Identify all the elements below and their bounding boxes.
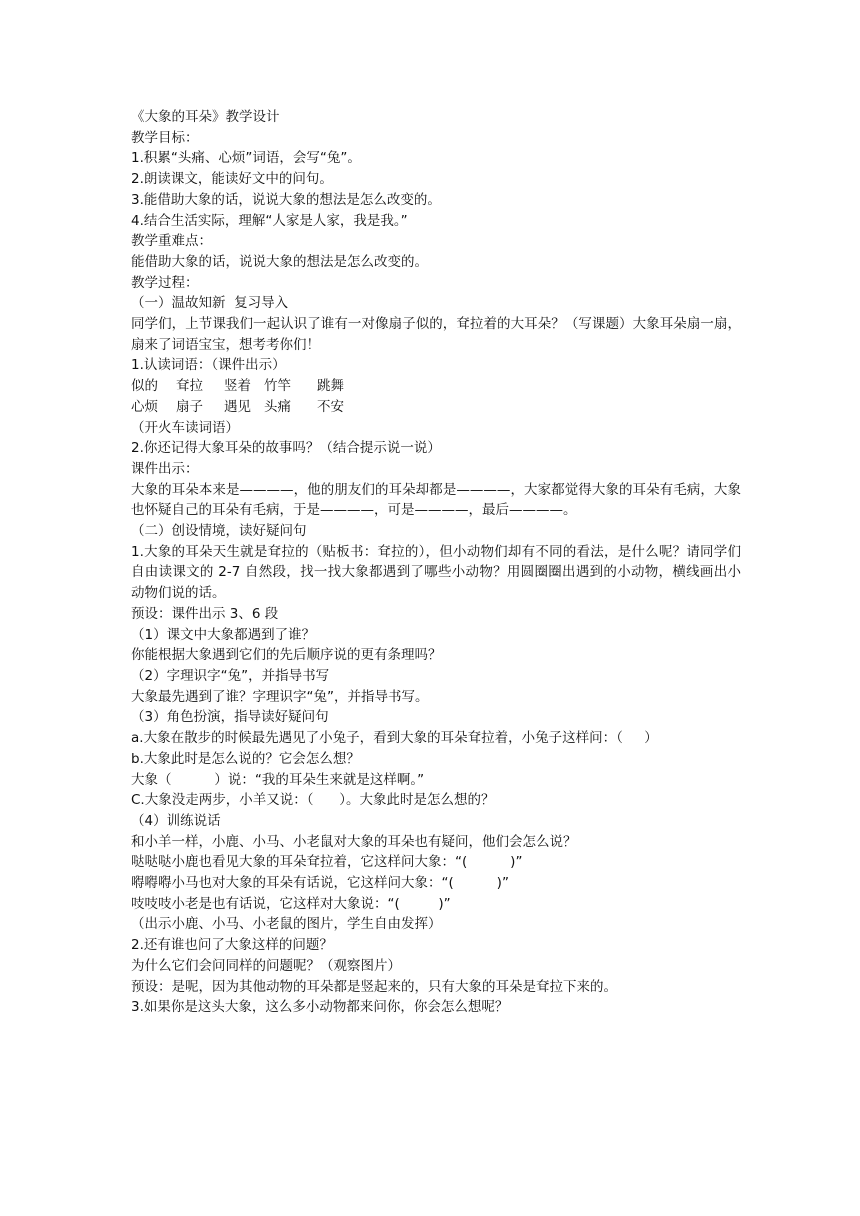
question-line: 大象最先遇到了谁？字理识字“兔”，并指导书写。 [131, 688, 429, 705]
document-body [131, 107, 741, 1018]
word: 竖着 [224, 378, 251, 395]
question-line: （3）角色扮演，指导读好疑问句 [131, 709, 329, 726]
goal-heading: 教学目标： [131, 129, 199, 146]
question-line: 哒哒哒小鹿也看见大象的耳朵耷拉着，它这样问大象：“( )” [131, 854, 523, 871]
step-line: 1.认读词语：（课件出示） [131, 357, 286, 374]
preset-line: 预设：是呢，因为其他动物的耳朵都是竖起来的，只有大象的耳朵是耷拉下来的。 [131, 978, 617, 995]
word: 跳舞 [317, 378, 344, 395]
courseware-label: 课件出示： [131, 460, 199, 477]
question-line: 为什么它们会问同样的问题呢？（观察图片） [131, 957, 401, 974]
question-line: 你能根据大象遇到它们的先后顺序说的更有条理吗？ [131, 647, 442, 664]
goal-item: 3.能借助大象的话，说说大象的想法是怎么改变的。 [131, 191, 441, 208]
question-line: （2）字理识字“兔”，并指导书写 [131, 667, 330, 684]
paragraph: 1.大象的耳朵天生就是耷拉的（贴板书：耷拉的），但小动物们却有不同的看法，是什么呢？请同学们自由读课文的 2-7 自然段，找一找大象都遇到了哪些小动物？用圆圈圈出遇到的小动物，横线画出小动物们说的话。 [131, 543, 741, 602]
note-line: （开火车读词语） [131, 419, 239, 436]
word: 遇见 [224, 398, 251, 415]
word: 心烦 [131, 398, 158, 415]
paragraph: 大象的耳朵本来是————，他的朋友们的耳朵却都是————，大家都觉得大象的耳朵有毛病，大象也怀疑自己的耳朵有毛病，于是————，可是————，最后————。 [131, 481, 741, 519]
word: 竹竿 [264, 378, 291, 395]
section-title: （二）创设情境，读好疑问句 [131, 523, 307, 540]
step-line: 3.如果你是这头大象，这么多小动物都来问你，你会怎么想呢？ [131, 999, 509, 1016]
question-line: 嘚嘚嘚小马也对大象的耳朵有话说，它这样问大象：“( )” [131, 875, 509, 892]
goal-item: 4.结合生活实际，理解“人家是人家，我是我。” [131, 212, 408, 229]
word: 头痛 [264, 398, 291, 415]
question-line: 吱吱吱小老是也有话说，它这样对大象说：“( )” [131, 895, 451, 912]
word: 耷拉 [176, 378, 203, 395]
word: 似的 [131, 378, 158, 395]
preset-line: 预设：课件出示 3、6 段 [131, 605, 279, 622]
step-line: 2.你还记得大象耳朵的故事吗？（结合提示说一说） [131, 440, 441, 457]
goal-item: 2.朗读课文，能读好文中的问句。 [131, 171, 333, 188]
question-line: C.大象没走两步，小羊又说：（ ）。大象此时是怎么想的？ [131, 792, 495, 809]
note-line: （出示小鹿、小马、小老鼠的图片，学生自由发挥） [131, 916, 442, 933]
word-row [131, 376, 741, 397]
question-line: b.大象此时是怎么说的？它会怎么想？ [131, 750, 360, 767]
doc-title: 《大象的耳朵》教学设计 [131, 109, 280, 125]
key-text: 能借助大象的话，说说大象的想法是怎么改变的。 [131, 253, 428, 270]
goal-item: 1.积累“头痛、心烦”词语，会写“兔”。 [131, 150, 361, 167]
key-heading: 教学重难点： [131, 233, 212, 250]
question-line: 和小羊一样，小鹿、小马、小老鼠对大象的耳朵也有疑问，他们会怎么说？ [131, 833, 577, 850]
word-row [131, 397, 741, 418]
question-line: 大象（ ）说：“我的耳朵生来就是这样啊。” [131, 771, 425, 788]
word: 扇子 [176, 398, 203, 415]
word: 不安 [317, 398, 344, 415]
paragraph: 同学们，上节课我们一起认识了谁有一对像扇子似的，耷拉着的大耳朵？（写课题）大象耳朵扇一扇，扇来了词语宝宝，想考考你们！ [131, 316, 741, 353]
question-line: （4）训练说话 [131, 812, 221, 829]
question-line: a.大象在散步的时候最先遇见了小兔子，看到大象的耳朵耷拉着，小兔子这样问：（ ） [131, 730, 658, 747]
step-line: 2.还有谁也问了大象这样的问题？ [131, 937, 333, 954]
section-title: （一）温故知新 复习导入 [131, 295, 289, 312]
question-line: （1）课文中大象都遇到了谁？ [131, 626, 316, 643]
process-heading: 教学过程： [131, 274, 199, 291]
